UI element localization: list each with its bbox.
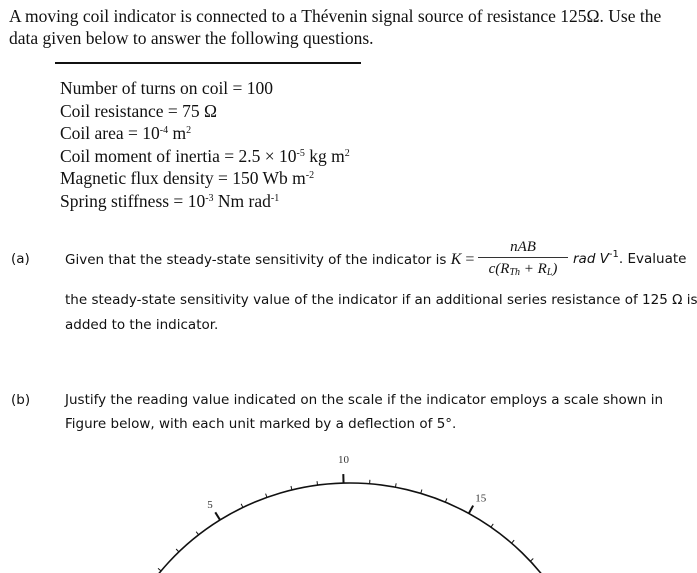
scale-labels-group xyxy=(103,454,598,573)
question-a-line3: added to the indicator. xyxy=(65,317,219,333)
intro-paragraph: A moving coil indicator is connected to a Thévenin signal source of resistance 125Ω. Use the data given below to answer the following questions. xyxy=(9,6,662,48)
fraction-bar xyxy=(478,257,568,258)
scale-ticks-group xyxy=(142,474,550,573)
minor-tick-2 xyxy=(158,568,161,571)
scale-arc-group xyxy=(132,483,562,573)
formula-denominator: $c(R_{Th} + R_L)$ xyxy=(488,261,558,278)
scale-label-15: 15 xyxy=(475,492,487,505)
equals-sign: = xyxy=(465,251,475,268)
minor-tick-9 xyxy=(317,481,318,485)
minor-tick-4 xyxy=(196,532,198,535)
sensitivity-formula xyxy=(478,238,568,278)
k-symbol: K xyxy=(450,251,462,268)
data-item-turns: Number of turns on coil = 100 xyxy=(60,78,274,98)
formula-numerator: nAB xyxy=(510,239,536,255)
question-b-label: (b) xyxy=(11,392,31,408)
minor-tick-16 xyxy=(491,524,493,527)
scale-label-10: 10 xyxy=(338,454,350,467)
minor-tick-18 xyxy=(530,558,533,561)
question-b-line1: Justify the reading value indicated on the scale if the indicator employs a scale shown in xyxy=(65,392,663,408)
minor-tick-17 xyxy=(512,540,515,543)
data-table-rule xyxy=(55,62,361,64)
scale-label-5: 5 xyxy=(207,498,213,511)
data-item-area: Coil area = $10^{-4}$ $m^2$ xyxy=(60,123,192,143)
question-a-label: (a) xyxy=(11,251,30,267)
data-item-flux-density: Magnetic flux density = 150 Wb $m^{-2}$ xyxy=(60,168,315,188)
minor-tick-3 xyxy=(176,549,179,552)
scale-arc xyxy=(132,483,562,573)
data-item-stiffness: Spring stiffness = $10^{-3}$ Nm rad$^{-1}$ xyxy=(60,190,280,211)
question-b-line2: Figure below, with each unit marked by a deflection of 5°. xyxy=(65,416,457,432)
minor-tick-6 xyxy=(241,504,243,508)
data-item-inertia: Coil moment of inertia = $2.5 \times 10^{-5}$ kg $m^2$ xyxy=(60,145,350,166)
question-a-lead: Given that the steady-state sensitivity of the indicator is K = xyxy=(65,251,475,268)
major-tick-5 xyxy=(215,512,220,520)
question-a-unit: rad $V^{-1}$. Evaluate xyxy=(573,249,687,267)
major-tick-15 xyxy=(469,506,473,514)
meter-scale-figure xyxy=(0,440,697,573)
data-list xyxy=(60,77,350,212)
data-item-resistance: Coil resistance = 75 Ω xyxy=(60,100,218,121)
question-a-line2: the steady-state sensitivity value of the indicator if an additional series resistance of 125 Ω is xyxy=(65,292,697,308)
minor-tick-14 xyxy=(445,498,447,502)
